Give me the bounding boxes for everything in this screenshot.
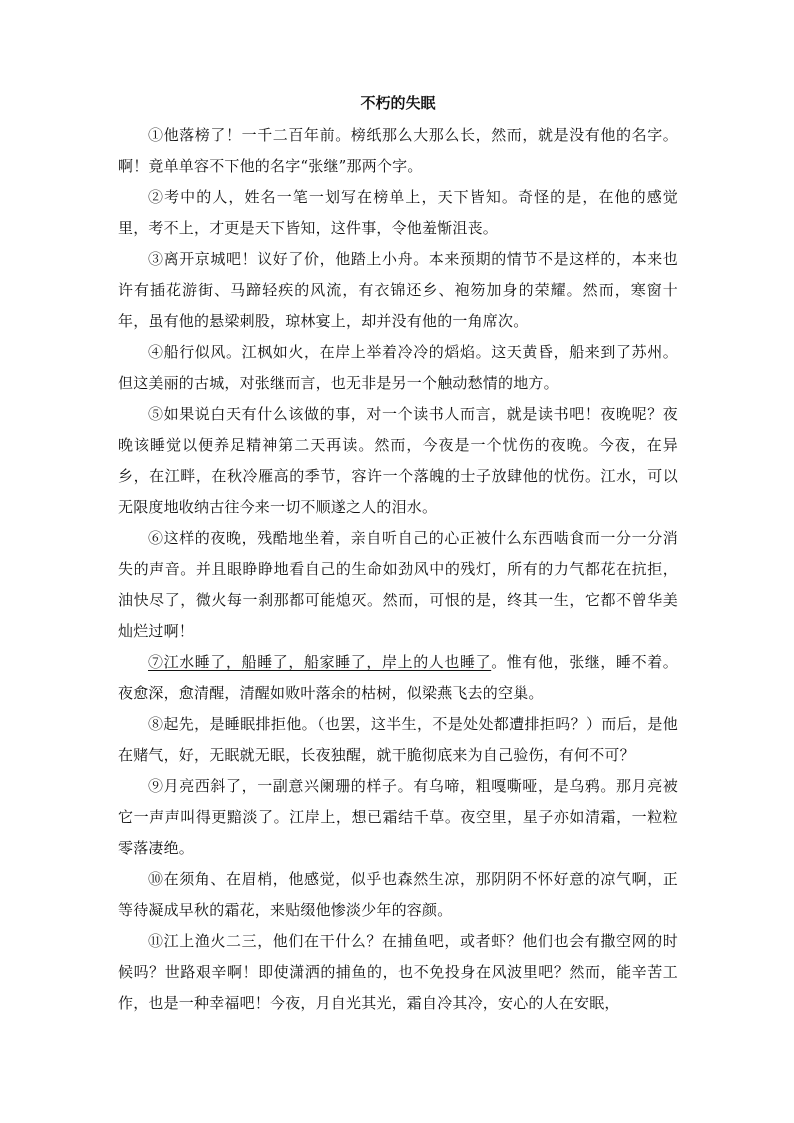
paragraph-10: ⑩在须角、在眉梢，他感觉，似乎也森然生凉，那阴阴不怀好意的凉气啊，正等待凝成早秋的霜花，来贴缀他惨淡少年的容颜。 [118, 870, 678, 919]
paragraph-9: ⑨月亮西斜了，一副意兴阑珊的样子。有乌啼，粗嘎嘶哑，是乌鸦。那月亮被它一声声叫得更黯淡了。江岸上，想已霜结千草。夜空里，星子亦如清霜，一粒粒零落凄绝。 [118, 777, 678, 857]
paragraph-2: ②考中的人，姓名一笔一划写在榜单上，天下皆知。奇怪的是，在他的感觉里，考不上，才更是天下皆知，这件事，令他羞惭沮丧。 [118, 188, 678, 237]
paragraph-11: ⑪江上渔火二三，他们在干什么？在捕鱼吧，或者虾？他们也会有撒空网的时候吗？世路艰辛啊！即使潇洒的捕鱼的，也不免投身在风波里吧？然而，能辛苦工作，也是一种幸福吧！今夜，月自光其光，霜自冷其冷，安心的人在安眠， [118, 932, 678, 1012]
paragraph-3: ③离开京城吧！议好了价，他踏上小舟。本来预期的情节不是这样的，本来也许有插花游街、马蹄轻疾的风流，有衣锦还乡、袍笏加身的荣耀。然而，寒窗十年，虽有他的悬梁刺股，琼林宴上，却并没有他的一角席次。 [118, 250, 678, 330]
paragraph-8: ⑧起先，是睡眠排拒他。（也罢，这半生，不是处处都遭排拒吗？）而后，是他在赌气，好，无眠就无眠，长夜独醒，就干脆彻底来为自己验伤，有何不可？ [118, 715, 678, 764]
paragraph-4: ④船行似风。江枫如火，在岸上举着冷冷的熖焰。这天黄昏，船来到了苏州。但这美丽的古城，对张继而言，也无非是另一个触动愁情的地方。 [118, 343, 678, 392]
document-page [118, 92, 678, 1019]
paragraph-1: ①他落榜了！一千二百年前。榜纸那么大那么长，然而，就是没有他的名字。啊！竟单单容不下他的名字“张继”那两个字。 [118, 126, 678, 175]
underlined-sentence: ⑦江水睡了，船睡了，船家睡了，岸上的人也睡了 [148, 653, 492, 671]
paragraph-7 [118, 647, 678, 709]
paragraph-6: ⑥这样的夜晚，残酷地坐着，亲自听自己的心正被什么东西啮食而一分一分消失的声音。并且眼睁睁地看自己的生命如劲风中的残灯，所有的力气都花在抗拒，油快尽了，微火每一刹那都可能熄灭。然而，可恨的是，终其一生，它都不曾华美灿烂过啊！ [118, 529, 678, 640]
paragraph-7-rest: 。惟有他，张继，睡不着。夜愈深，愈清醒，清醒如败叶落余的枯树，似梁燕飞去的空巢。 [118, 653, 679, 702]
paragraph-5: ⑤如果说白天有什么该做的事，对一个读书人而言，就是读书吧！夜晚呢？夜晚该睡觉以便养足精神第二天再读。然而，今夜是一个忧伤的夜晚。今夜，在异乡，在江畔，在秋冷雁高的季节，容许一个落魄的士子放肆他的忧伤。江水，可以无限度地收纳古往今来一切不顺遂之人的泪水。 [118, 405, 678, 516]
page-title: 不朽的失眠 [360, 94, 436, 112]
